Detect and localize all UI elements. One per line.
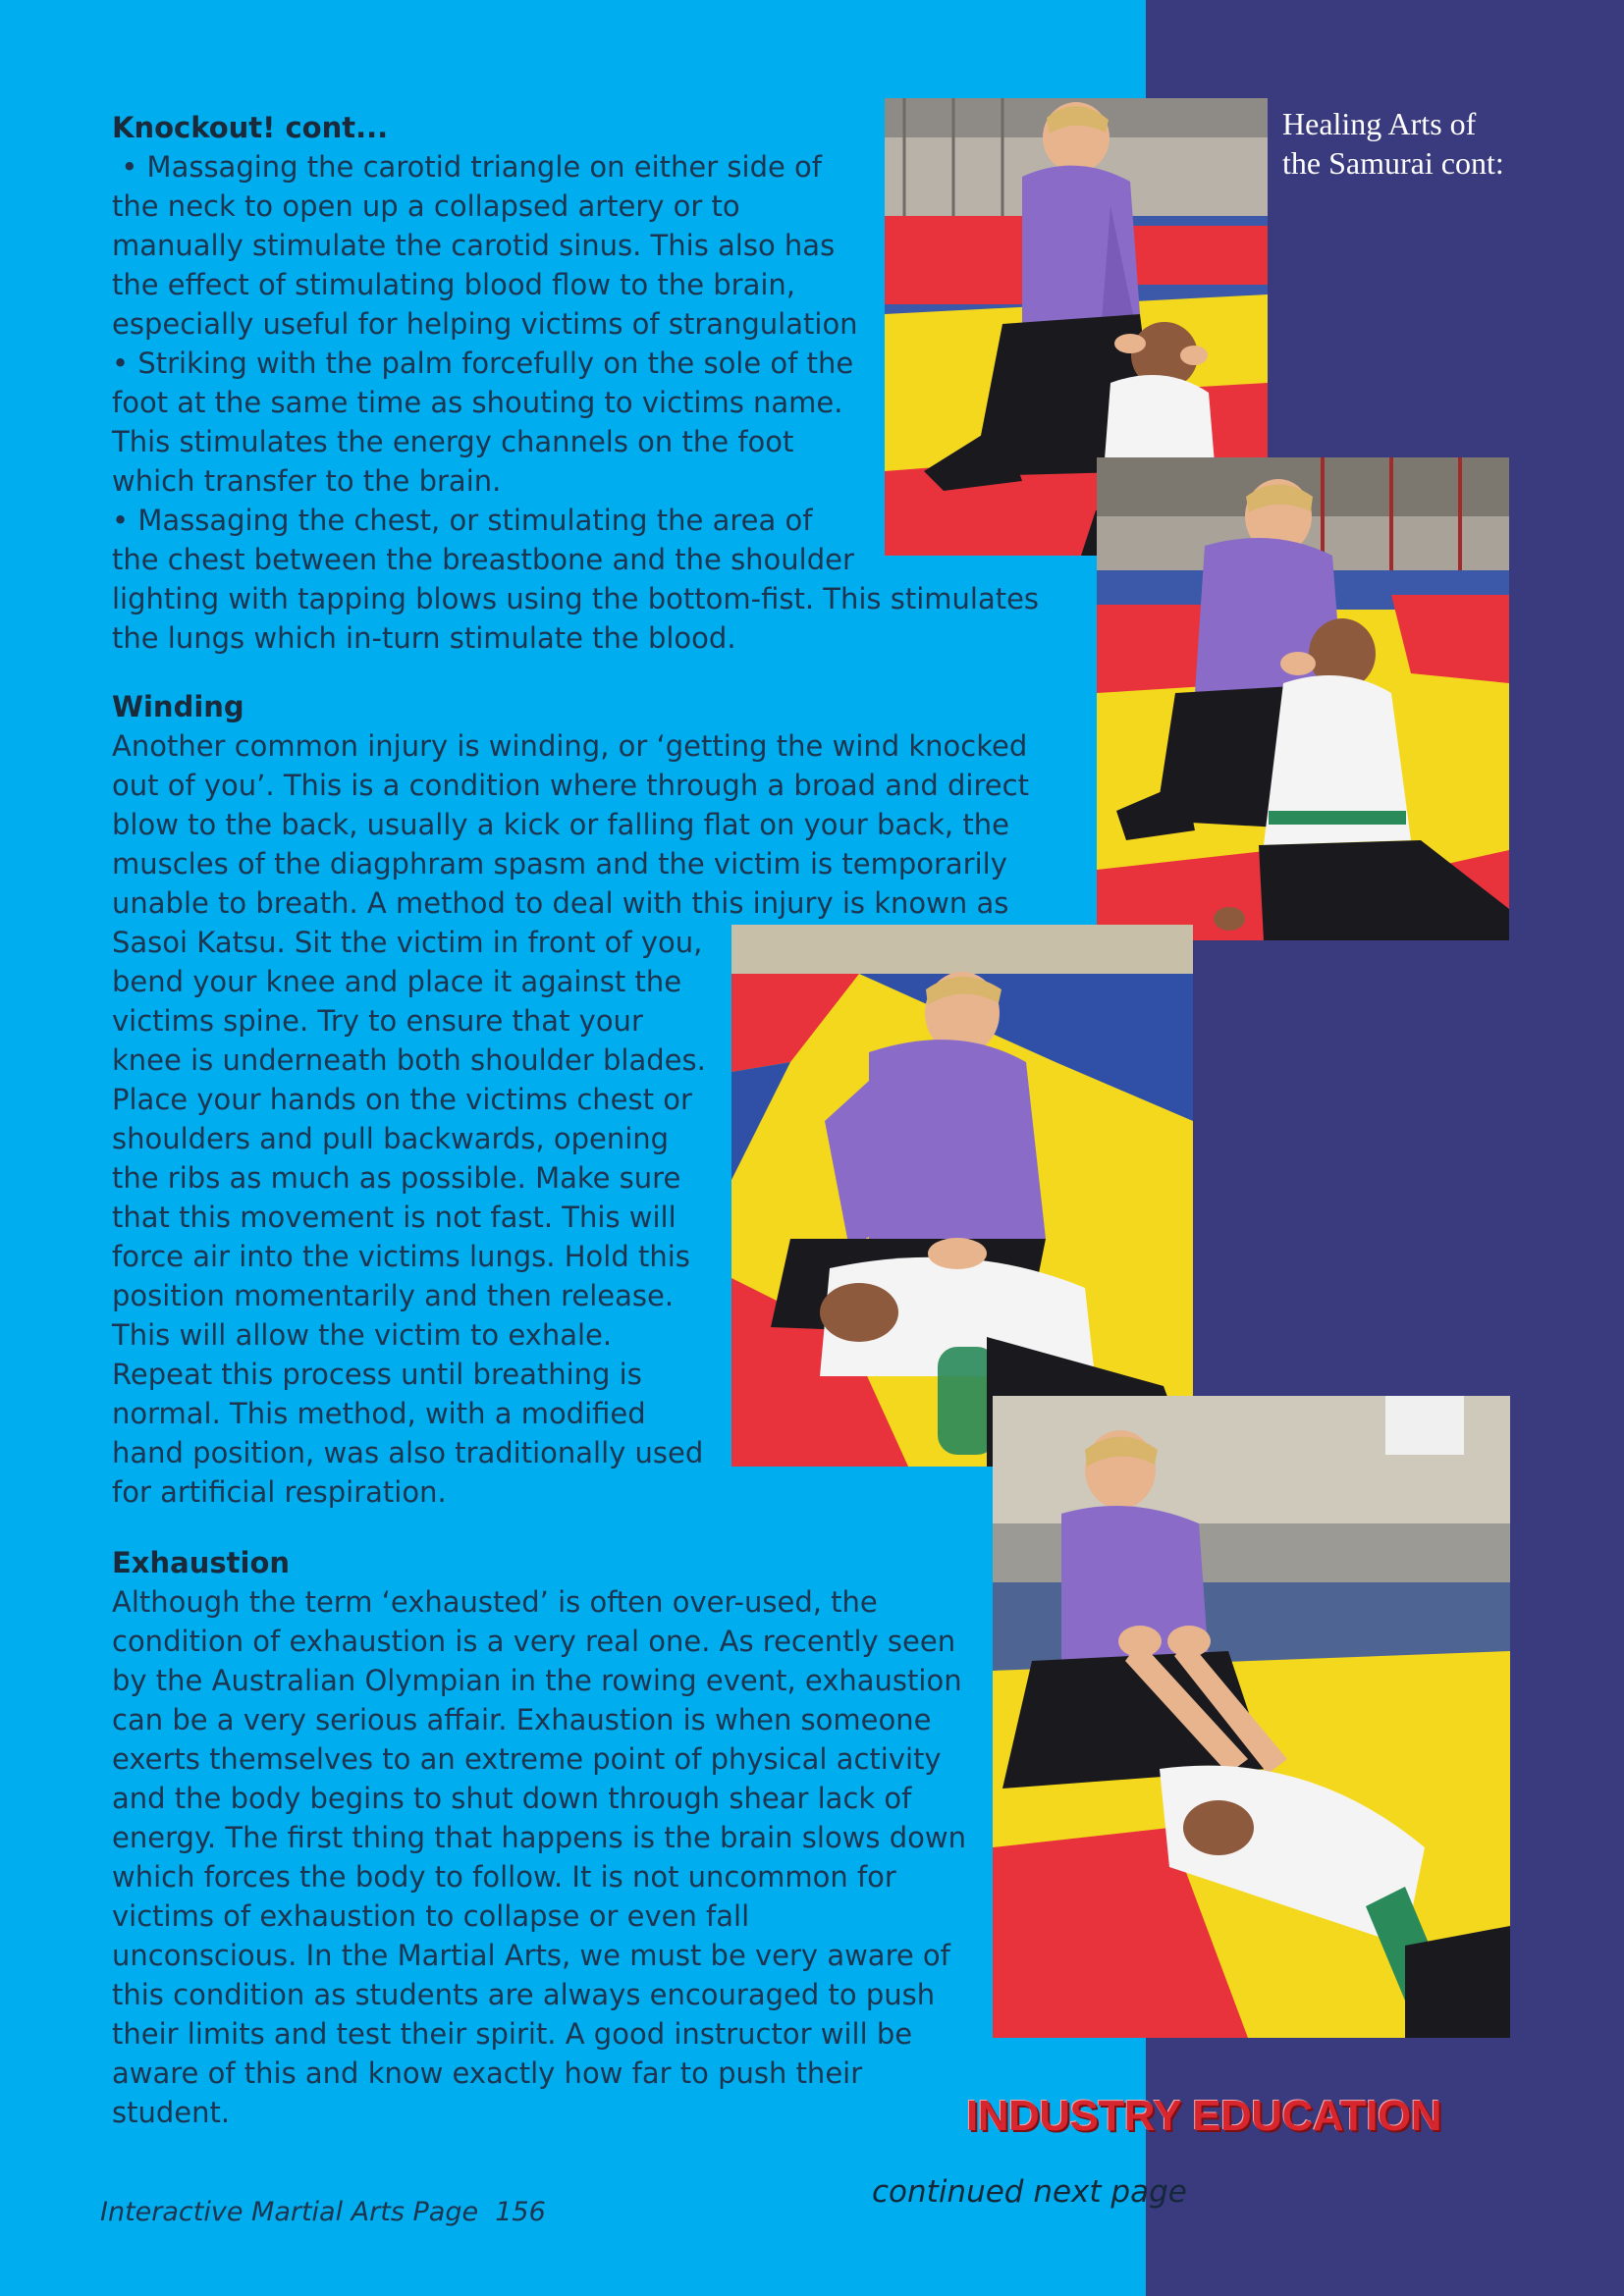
exhaustion-line: and the body begins to shut down through shear lack of [112,1782,912,1815]
winding-line: Repeat this process until breathing is [112,1358,642,1391]
winding-line: unable to breath. A method to deal with this injury is known as [112,886,1009,920]
knockout-line: manually stimulate the carotid sinus. This also has [112,229,836,262]
exhaustion-section [112,1543,966,2132]
continued-next-page: continued next page [872,2174,1187,2210]
winding-line: knee is underneath both shoulder blades. [112,1043,706,1077]
photo-arm-pull-image [993,1396,1510,2038]
winding-line: This will allow the victim to exhale. [112,1318,613,1352]
exhaustion-heading: Exhaustion [112,1546,291,1579]
exhaustion-line: can be a very serious affair. Exhaustion is when someone [112,1703,932,1736]
winding-line: Another common injury is winding, or ‘getting the wind knocked [112,729,1028,763]
exhaustion-line: exerts themselves to an extreme point of physical activity [112,1742,942,1776]
winding-line: normal. This method, with a modified [112,1397,646,1430]
exhaustion-line: which forces the body to follow. It is not uncommon for [112,1860,896,1894]
knockout-line: • Massaging the chest, or stimulating the area of [112,504,813,537]
knockout-line: This stimulates the energy channels on the foot [112,425,794,458]
winding-line: force air into the victims lungs. Hold this [112,1240,690,1273]
knockout-line: the neck to open up a collapsed artery or to [112,189,740,223]
photo-shoulder-hold-image [1097,457,1509,940]
winding-line: blow to the back, usually a kick or falling flat on your back, the [112,808,1009,841]
winding-line: shoulders and pull backwards, opening [112,1122,670,1155]
winding-line: victims spine. Try to ensure that your [112,1004,643,1038]
knockout-line: the effect of stimulating blood flow to the brain, [112,268,796,301]
winding-line: the ribs as much as possible. Make sure [112,1161,681,1195]
page-footer: Interactive Martial Arts Page 156 [100,2197,546,2227]
exhaustion-line: unconscious. In the Martial Arts, we must be very aware of [112,1939,950,1972]
winding-line: position momentarily and then release. [112,1279,675,1312]
winding-line: bend your knee and place it against the [112,965,682,998]
winding-line: muscles of the diagphram spasm and the victim is temporarily [112,847,1007,881]
knockout-line: foot at the same time as shouting to victims name. [112,386,843,419]
winding-line: Place your hands on the victims chest or [112,1083,692,1116]
industry-education-banner: INDUSTRY EDUCATION [966,2092,1441,2140]
section-title-line-2: the Samurai cont: [1282,145,1504,181]
exhaustion-line: Although the term ‘exhausted’ is often over-used, the [112,1585,878,1619]
exhaustion-line: energy. The first thing that happens is the brain slows down [112,1821,966,1854]
knockout-line: lighting with tapping blows using the bottom-fist. This stimulates [112,582,1040,615]
knockout-line: • Striking with the palm forcefully on the sole of the [112,347,854,380]
knockout-line: which transfer to the brain. [112,464,502,498]
winding-line: out of you’. This is a condition where through a broad and direct [112,769,1029,802]
photo-arm-pull [993,1396,1510,2038]
knockout-section [112,108,1039,658]
exhaustion-line: this condition as students are always encouraged to push [112,1978,936,2011]
exhaustion-line: aware of this and know exactly how far to push their [112,2056,863,2090]
exhaustion-line: student. [112,2096,231,2129]
winding-line: that this movement is not fast. This will [112,1201,677,1234]
section-title-line-1: Healing Arts of [1282,106,1477,141]
exhaustion-line: victims of exhaustion to collapse or even fall [112,1899,750,1933]
knockout-line: • Massaging the carotid triangle on either side of [112,150,822,184]
knockout-line: the chest between the breastbone and the shoulder [112,543,854,576]
winding-section [112,687,1029,1512]
knockout-line: especially useful for helping victims of strangulation [112,307,858,341]
winding-heading: Winding [112,690,244,723]
exhaustion-line: condition of exhaustion is a very real one. As recently seen [112,1625,956,1658]
winding-line: for artificial respiration. [112,1475,447,1509]
winding-line: hand position, was also traditionally used [112,1436,704,1469]
knockout-line: the lungs which in-turn stimulate the blood. [112,621,736,655]
knockout-heading: Knockout! cont... [112,111,389,144]
exhaustion-line: their limits and test their spirit. A good instructor will be [112,2017,913,2051]
exhaustion-line: by the Australian Olympian in the rowing event, exhaustion [112,1664,962,1697]
section-title [1282,104,1597,183]
photo-shoulder-hold [1097,457,1509,940]
winding-line: Sasoi Katsu. Sit the victim in front of you, [112,926,703,959]
